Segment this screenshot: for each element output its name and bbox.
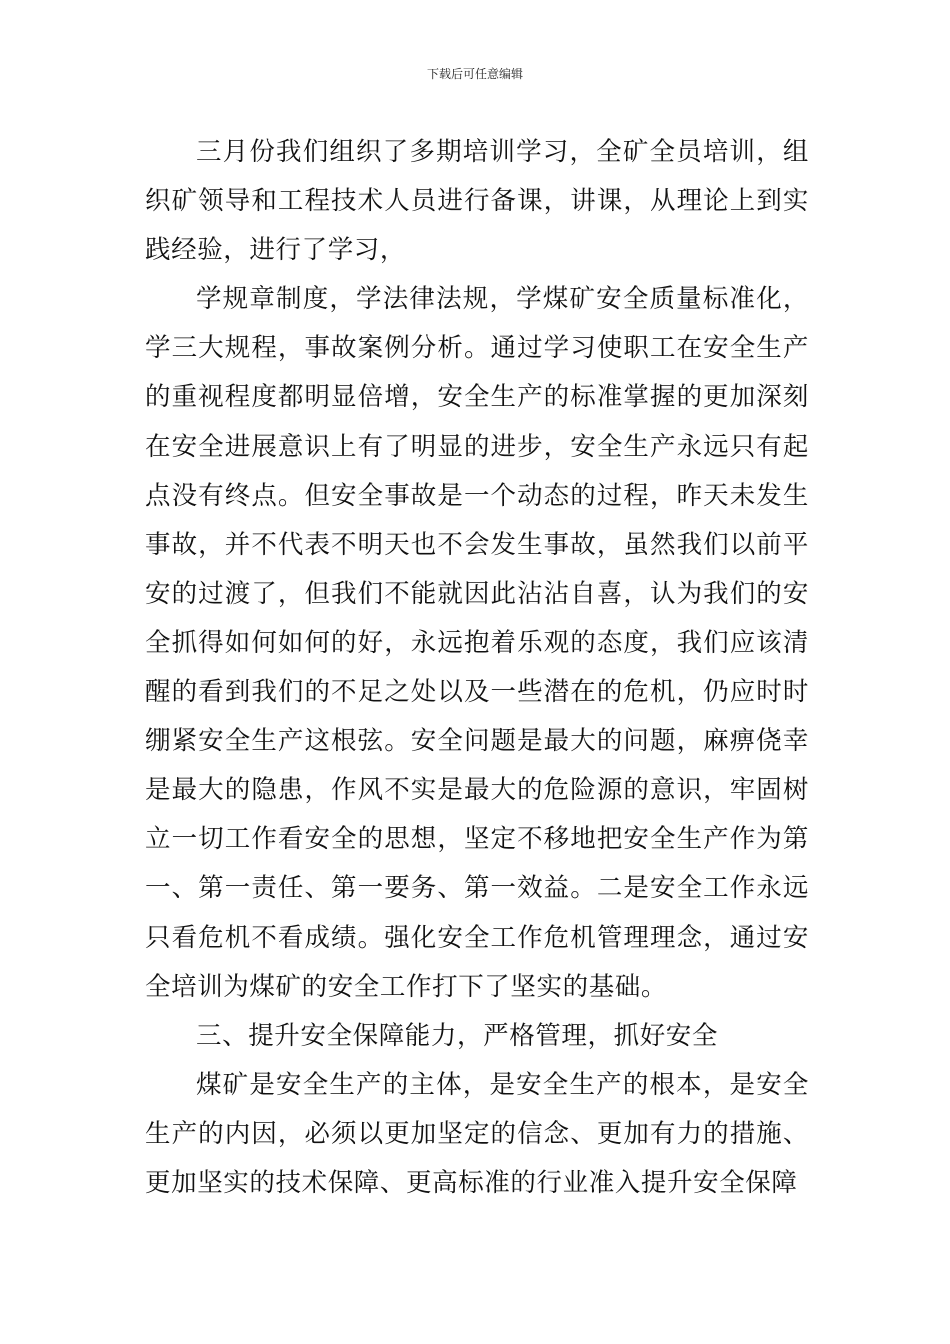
document-body xyxy=(145,128,809,1208)
paragraph-regulations: 学规章制度，学法律法规，学煤矿安全质量标准化，学三大规程，事故案例分析。通过学习使职工在安全生产的重视程度都明显倍增，安全生产的标准掌握的更加深刻在安全进展意识上有了明显的进步，安全生产永远只有起点没有终点。但安全事故是一个动态的过程，昨天未发生事故，并不代表不明天也不会发生事故，虽然我们以前平安的过渡了，但我们不能就因此沾沾自喜，认为我们的安全抓得如何如何的好，永远抱着乐观的态度，我们应该清醒的看到我们的不足之处以及一些潜在的危机，仍应时时绷紧安全生产这根弦。安全问题是最大的问题，麻痹侥幸是最大的隐患，作风不实是最大的危险源的意识，牢固树立一切工作看安全的思想，坚定不移地把安全生产作为第一、第一责任、第一要务、第一效益。二是安全工作永远只看危机不看成绩。强化安全工作危机管理理念，通过安全培训为煤矿的安全工作打下了坚实的基础。 xyxy=(145,284,809,1002)
section-heading: 三、提升安全保障能力，严格管理，抓好安全 xyxy=(196,1020,719,1051)
header-note: 下载后可任意编辑 xyxy=(426,67,523,81)
paragraph-mine-safety: 煤矿是安全生产的主体，是安全生产的根本，是安全生产的内因，必须以更加坚定的信念、更加有力的措施、更加坚实的技术保障、更高标准的行业准入提升安全保障 xyxy=(145,1069,809,1198)
paragraph-training: 三月份我们组织了多期培训学习，全矿全员培训，组织矿领导和工程技术人员进行备课，讲课，从理论上到实践经验，进行了学习， xyxy=(145,137,809,266)
